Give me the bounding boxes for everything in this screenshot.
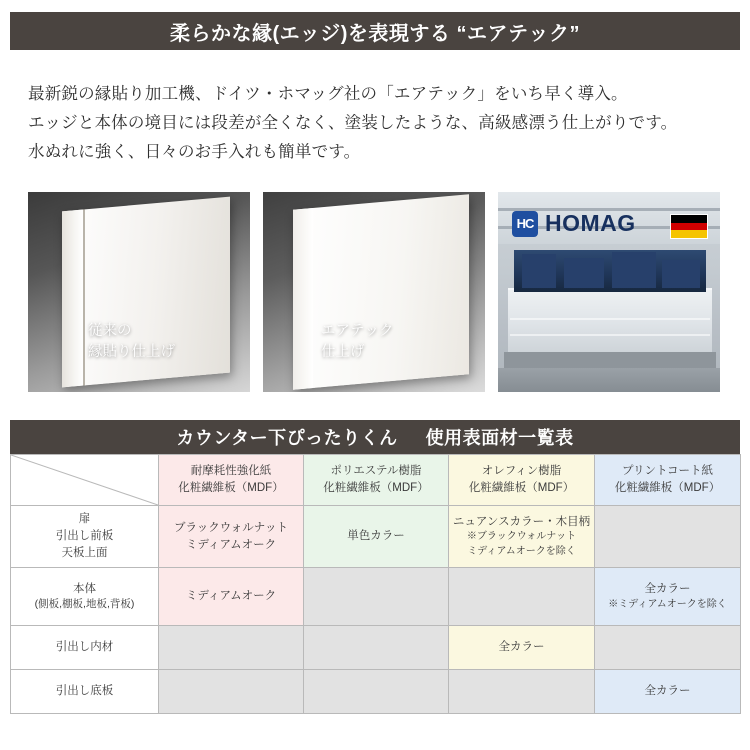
machine-module <box>612 252 656 288</box>
row-header-line1: 本体 <box>73 582 96 595</box>
column-header-3 <box>449 455 595 506</box>
column-header-4-line1: プリントコート紙 <box>621 465 714 478</box>
caption-line-1: 従来の <box>88 322 132 339</box>
photo-airtec-edge <box>263 192 485 392</box>
table-row <box>11 626 741 670</box>
table-banner <box>10 420 740 454</box>
row-header-line1: 引出し底板 <box>55 685 114 698</box>
cell-line1: ミディアムオーク <box>185 590 277 603</box>
material-matrix-table <box>10 454 741 714</box>
caption-line-2: 仕上げ <box>321 344 365 361</box>
cell-line2: ※ブラックウォルナット <box>466 531 577 543</box>
cell-r4c1 <box>159 670 304 714</box>
table-banner-title: カウンター下ぴったりくん <box>176 428 398 448</box>
row-header-line2: 引出し前板 <box>55 530 114 543</box>
header-banner <box>10 12 740 50</box>
cell-line1: 全カラー <box>644 582 691 595</box>
machine-base <box>504 352 716 368</box>
cell-line2: ミディアムオーク <box>185 538 277 551</box>
homag-mark-icon: HC <box>512 211 538 237</box>
column-header-2 <box>304 455 449 506</box>
cell-r1c1 <box>159 506 304 568</box>
machine-module <box>662 260 700 288</box>
cell-r2c4 <box>595 568 741 626</box>
cell-r3c1 <box>159 626 304 670</box>
cell-line1: 全カラー <box>498 641 545 654</box>
table-header-row <box>11 455 741 506</box>
caption-line-2: 縁貼り仕上げ <box>88 344 175 361</box>
cell-r2c2 <box>304 568 449 626</box>
table-row <box>11 568 741 626</box>
column-header-1 <box>159 455 304 506</box>
homag-logo <box>512 210 636 237</box>
cell-r4c2 <box>304 670 449 714</box>
cell-r3c4 <box>595 626 741 670</box>
diagonal-divider-icon <box>11 455 158 505</box>
column-header-3-line1: オレフィン樹脂 <box>481 465 562 478</box>
photo-caption-airtec <box>321 321 394 365</box>
row-header-line1: 扉 <box>78 513 91 526</box>
cell-r1c3 <box>449 506 595 568</box>
panel-seam-line <box>83 209 85 385</box>
factory-floor <box>498 368 720 392</box>
germany-flag-icon <box>670 214 708 239</box>
photo-row <box>28 192 722 392</box>
row-header-line3: 天板上面 <box>61 546 108 559</box>
caption-line-1: エアテック <box>321 322 394 339</box>
panel-edge <box>62 209 84 387</box>
photo-caption-conventional <box>88 321 175 365</box>
panel-edge-seamless <box>293 208 313 390</box>
cell-line1: ブラックウォルナット <box>173 521 289 534</box>
cell-line1: ニュアンスカラー・木目柄 <box>452 515 591 528</box>
row-header-body <box>11 568 159 626</box>
lead-line-2: エッジと本体の境目には段差が全くなく、塗装したような、高級感漂う仕上がりです。 <box>28 113 678 132</box>
table-row <box>11 506 741 568</box>
machine-body <box>508 288 712 356</box>
column-header-2-line2: 化粧繊維板（MDF） <box>323 482 429 494</box>
cell-r4c3 <box>449 670 595 714</box>
machine-panel-line <box>510 334 710 336</box>
column-header-4 <box>595 455 741 506</box>
machine-module <box>522 254 556 288</box>
row-header-drawer-bottom <box>11 670 159 714</box>
column-header-3-line2: 化粧繊維板（MDF） <box>468 482 575 494</box>
lead-line-3: 水ぬれに強く、日々のお手入れも簡単です。 <box>28 142 361 161</box>
cell-r4c4 <box>595 670 741 714</box>
page-title: 柔らかな縁(エッジ)を表現する “エアテック” <box>170 22 580 45</box>
lead-line-1: 最新鋭の縁貼り加工機、ドイツ・ホマッグ社の「エアテック」をいち早く導入。 <box>28 85 628 103</box>
table-row <box>11 670 741 714</box>
machine-panel-line <box>510 318 710 320</box>
homag-logo-text: HOMAG <box>545 210 636 236</box>
cell-r3c2 <box>304 626 449 670</box>
cell-line1: 単色カラー <box>347 530 405 543</box>
machine-module <box>564 258 604 288</box>
column-header-1-line1: 耐摩耗性強化紙 <box>190 465 272 478</box>
column-header-2-line1: ポリエステル樹脂 <box>330 465 422 478</box>
cell-line2: ※ミディアムオークを除く <box>608 598 727 610</box>
column-header-4-line2: 化粧繊維板（MDF） <box>614 482 721 494</box>
row-header-door <box>11 506 159 568</box>
cell-r3c3 <box>449 626 595 670</box>
row-header-drawer-interior <box>11 626 159 670</box>
cell-line1: 全カラー <box>644 685 691 698</box>
photo-conventional-edge <box>28 192 250 392</box>
row-header-line2: (側板,棚板,地板,背板) <box>34 598 135 611</box>
lead-paragraph <box>28 80 728 167</box>
cell-r2c1 <box>159 568 304 626</box>
column-header-1-line2: 化粧繊維板（MDF） <box>178 482 284 494</box>
table-banner-subtitle: 使用表面材一覧表 <box>425 428 574 448</box>
row-header-line1: 引出し内材 <box>55 641 114 654</box>
cell-r2c3 <box>449 568 595 626</box>
cell-r1c4 <box>595 506 741 568</box>
cell-line3: ミディアムオークを除く <box>467 545 576 557</box>
table-corner-cell <box>11 455 159 506</box>
photo-homag-machine <box>498 192 720 392</box>
cell-r1c2 <box>304 506 449 568</box>
